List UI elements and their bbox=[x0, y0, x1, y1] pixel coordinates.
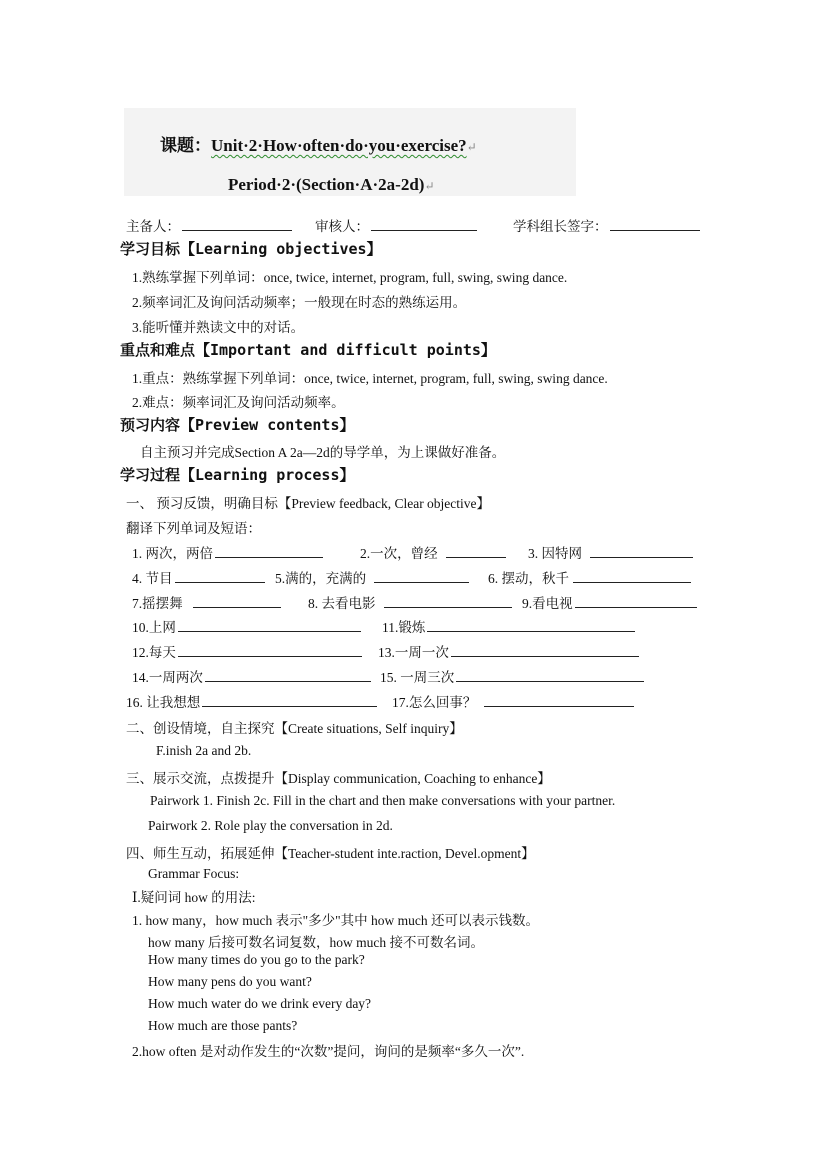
preview-text: 自主预习并完成Section A 2a—2d的导学单，为上课做好准备。 bbox=[140, 445, 506, 460]
vocab-prompt: 7.摇摆舞 bbox=[132, 596, 183, 611]
reviewer-field bbox=[315, 215, 477, 235]
lesson-title bbox=[160, 131, 477, 156]
grammar-example: How many times do you go to the park? bbox=[148, 952, 365, 967]
vocab-prompt: 3. 因特网 bbox=[528, 546, 582, 561]
title-label: 课题： bbox=[160, 136, 211, 155]
objective-item: 2.频率词汇及询问活动频率；一般现在时态的熟练运用。 bbox=[132, 295, 467, 310]
key-point-item: 1.重点：熟练掌握下列单词：once, twice, internet, program, full, swing, swing dance. bbox=[132, 371, 608, 386]
translate-instruction: 翻译下列单词及短语： bbox=[126, 521, 261, 536]
vocab-item bbox=[392, 691, 634, 711]
answer-blank[interactable] bbox=[178, 619, 361, 632]
vocab-item bbox=[380, 666, 644, 686]
grammar-heading: Grammar Focus: bbox=[148, 866, 240, 881]
key-point-item: 2.难点：频率词汇及询问活动频率。 bbox=[132, 395, 345, 410]
objective-item: 1.熟练掌握下列单词：once, twice, internet, program, full, swing, swing dance. bbox=[132, 270, 568, 285]
period-text: Period·2·(Section·A·2a-2d) bbox=[228, 175, 425, 194]
vocab-prompt: 17.怎么回事？ bbox=[392, 695, 477, 710]
reviewer-label: 审核人： bbox=[315, 219, 369, 234]
vocab-item bbox=[132, 666, 371, 686]
vocab-prompt: 14.一周两次 bbox=[132, 670, 203, 685]
paragraph-mark: ↵ bbox=[424, 179, 435, 193]
answer-blank[interactable] bbox=[456, 669, 644, 682]
pairwork-2: Pairwork 2. Role play the conversation in 2d. bbox=[148, 818, 393, 833]
answer-blank[interactable] bbox=[374, 570, 469, 583]
answer-blank[interactable] bbox=[384, 595, 512, 608]
vocab-item bbox=[132, 592, 281, 612]
vocab-item bbox=[382, 616, 635, 636]
title-text: Unit·2·How·often·do·you·exercise? bbox=[211, 136, 467, 155]
vocab-prompt: 9.看电视 bbox=[522, 596, 573, 611]
answer-blank[interactable] bbox=[178, 644, 362, 657]
vocab-prompt: 8. 去看电影 bbox=[308, 596, 376, 611]
preparer-blank[interactable] bbox=[182, 218, 292, 231]
vocab-item bbox=[360, 542, 506, 562]
vocab-prompt: 11.锻炼 bbox=[382, 620, 426, 635]
process-heading: 学习过程【Learning process】 bbox=[120, 466, 355, 484]
grammar-item-1: 1. how many，how much 表示"多少"其中 how much 还可以表示钱数。 bbox=[132, 913, 539, 928]
leader-blank[interactable] bbox=[610, 218, 700, 231]
step-4-title: 四、师生互动，拓展延伸【Teacher-student inte.raction, Devel.opment】 bbox=[126, 846, 535, 861]
objectives-heading: 学习目标【Learning objectives】 bbox=[120, 240, 382, 258]
period-title bbox=[228, 175, 435, 195]
vocab-item bbox=[132, 616, 361, 636]
vocab-item bbox=[132, 567, 265, 587]
vocab-prompt: 12.每天 bbox=[132, 645, 176, 660]
answer-blank[interactable] bbox=[573, 570, 691, 583]
pairwork-1: Pairwork 1. Finish 2c. Fill in the chart and then make conversations with your partner. bbox=[150, 793, 616, 808]
grammar-sub-1: Ⅰ.疑问词 how 的用法: bbox=[132, 890, 256, 905]
answer-blank[interactable] bbox=[215, 545, 323, 558]
answer-blank[interactable] bbox=[193, 595, 281, 608]
vocab-prompt: 4. 节目 bbox=[132, 571, 173, 586]
preparer-field bbox=[126, 215, 292, 235]
answer-blank[interactable] bbox=[446, 545, 506, 558]
vocab-prompt: 6. 摆动，秋千 bbox=[488, 571, 569, 586]
paragraph-mark: ↵ bbox=[466, 140, 477, 154]
grammar-example: How much are those pants? bbox=[148, 1018, 298, 1033]
step-1-title: 一、 预习反馈，明确目标【Preview feedback, Clear objective】 bbox=[126, 496, 491, 511]
preview-heading: 预习内容【Preview contents】 bbox=[120, 416, 355, 434]
vocab-item bbox=[308, 592, 512, 612]
answer-blank[interactable] bbox=[202, 694, 377, 707]
vocab-item bbox=[132, 542, 323, 562]
step-2-title: 二、创设情境，自主探究【Create situations, Self inquiry】 bbox=[126, 721, 463, 736]
step-2-task: F.inish 2a and 2b. bbox=[156, 743, 252, 758]
reviewer-blank[interactable] bbox=[371, 218, 477, 231]
vocab-item bbox=[378, 641, 639, 661]
vocab-prompt: 10.上网 bbox=[132, 620, 176, 635]
preparer-label: 主备人： bbox=[126, 219, 180, 234]
vocab-item bbox=[528, 542, 693, 562]
vocab-prompt: 1. 两次，两倍 bbox=[132, 546, 213, 561]
vocab-prompt: 13.一周一次 bbox=[378, 645, 449, 660]
grammar-item-2: 2.how often 是对动作发生的“次数”提问，询问的是频率“多久一次”. bbox=[132, 1044, 525, 1059]
vocab-prompt: 5.满的，充满的 bbox=[275, 571, 367, 586]
objective-item: 3.能听懂并熟读文中的对话。 bbox=[132, 320, 305, 335]
grammar-item-1-note: how many 后接可数名词复数，how much 接不可数名词。 bbox=[148, 935, 484, 950]
vocab-item bbox=[275, 567, 469, 587]
answer-blank[interactable] bbox=[175, 570, 265, 583]
vocab-prompt: 16. 让我想想 bbox=[126, 695, 201, 710]
vocab-item bbox=[488, 567, 691, 587]
step-3-title: 三、展示交流，点拨提升【Display communication, Coaching to enhance】 bbox=[126, 771, 551, 786]
key-points-heading: 重点和难点【Important and difficult points】 bbox=[120, 341, 496, 359]
answer-blank[interactable] bbox=[484, 694, 634, 707]
vocab-item bbox=[522, 592, 697, 612]
vocab-prompt: 2.一次，曾经 bbox=[360, 546, 438, 561]
answer-blank[interactable] bbox=[590, 545, 693, 558]
leader-field bbox=[513, 215, 700, 235]
answer-blank[interactable] bbox=[205, 669, 371, 682]
answer-blank[interactable] bbox=[451, 644, 639, 657]
vocab-item bbox=[126, 691, 377, 711]
answer-blank[interactable] bbox=[575, 595, 697, 608]
vocab-prompt: 15. 一周三次 bbox=[380, 670, 455, 685]
leader-label: 学科组长签字： bbox=[513, 219, 608, 234]
grammar-example: How much water do we drink every day? bbox=[148, 996, 372, 1011]
grammar-example: How many pens do you want? bbox=[148, 974, 312, 989]
vocab-item bbox=[132, 641, 362, 661]
answer-blank[interactable] bbox=[427, 619, 635, 632]
